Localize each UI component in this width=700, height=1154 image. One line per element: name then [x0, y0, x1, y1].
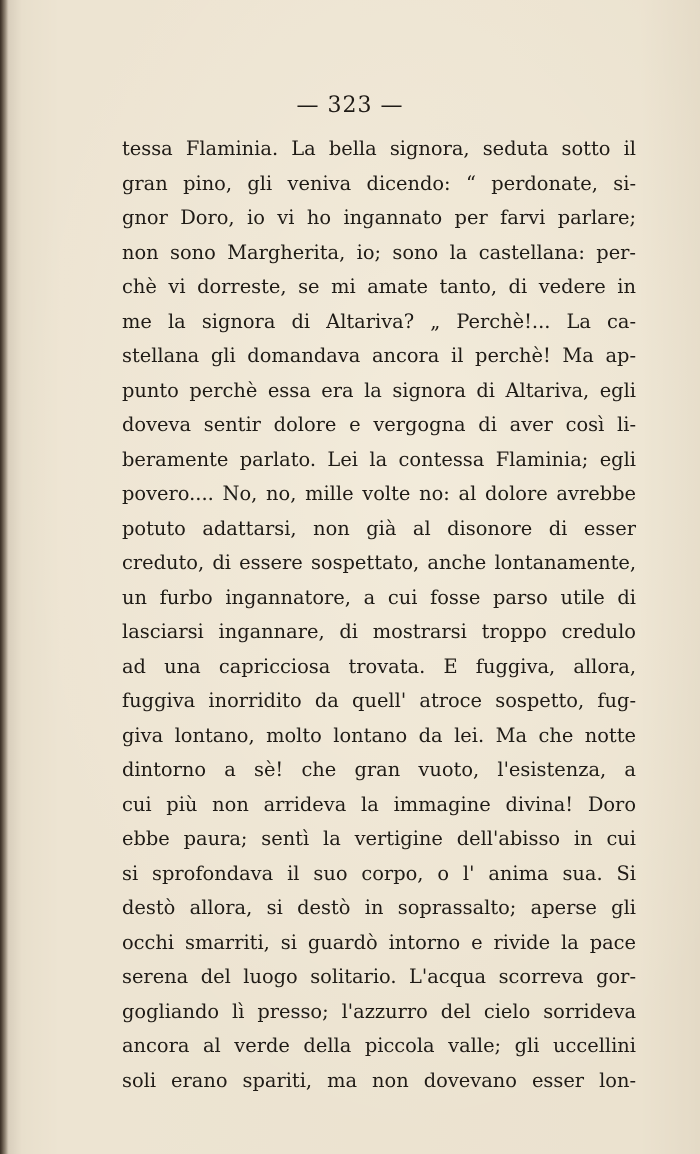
text-line: chè vi dorreste, se mi amate tanto, di vedere in: [122, 275, 636, 298]
text-line: gnor Doro, io vi ho ingannato per farvi parlare;: [122, 206, 636, 229]
text-line: cui più non arrideva la immagine divina! Doro: [122, 792, 636, 816]
text-line: si sprofondava il suo corpo, o l' anima sua. Si: [122, 861, 636, 885]
text-line: un furbo ingannatore, a cui fosse parso utile di: [122, 585, 636, 609]
text-line: tessa Flaminia. La bella signora, seduta sotto il: [122, 137, 636, 160]
text-line: giva lontano, molto lontano da lei. Ma che notte: [122, 723, 636, 747]
text-line: serena del luogo solitario. L'acqua scorreva gor-: [122, 965, 636, 988]
text-line: gogliando lì presso; l'azzurro del cielo sorrideva: [122, 999, 636, 1023]
text-line: potuto adattarsi, non già al disonore di esser: [122, 516, 636, 540]
text-line: non sono Margherita, io; sono la castellana: per-: [122, 240, 636, 264]
text-line: ancora al verde della piccola valle; gli uccellini: [122, 1034, 636, 1057]
text-line: creduto, di essere sospettato, anche lontanamente,: [122, 551, 636, 574]
page-number: — 323 —: [296, 93, 404, 118]
binding-shadow: [0, 0, 8, 1154]
text-line: punto perchè essa era la signora di Altariva, egli: [122, 378, 636, 402]
text-line: ad una capricciosa trovata. E fuggiva, allora,: [122, 654, 636, 678]
text-line: destò allora, si destò in soprassalto; aperse gli: [122, 896, 636, 919]
text-line: soli erano spariti, ma non dovevano esser lon-: [122, 1068, 636, 1092]
text-line: fuggiva inorridito da quell' atroce sospetto, fug-: [122, 689, 636, 712]
body-text: [122, 132, 636, 1098]
text-line: ebbe paura; sentì la vertigine dell'abisso in cui: [122, 827, 636, 850]
text-line: me la signora di Altariva? „ Perchè!... La ca-: [122, 309, 636, 333]
text-line: occhi smarriti, si guardò intorno e rivide la pace: [122, 930, 636, 954]
text-line: stellana gli domandava ancora il perchè! Ma ap-: [122, 344, 636, 367]
text-line: lasciarsi ingannare, di mostrarsi troppo credulo: [122, 620, 636, 643]
text-line: beramente parlato. Lei la contessa Flaminia; egli: [122, 447, 636, 471]
text-line: doveva sentir dolore e vergogna di aver così li-: [122, 413, 636, 436]
text-line: gran pino, gli veniva dicendo: “ perdonate, si-: [122, 171, 636, 195]
text-line: povero.... No, no, mille volte no: al dolore avrebbe: [122, 482, 636, 505]
text-line: dintorno a sè! che gran vuoto, l'esistenza, a: [122, 758, 636, 781]
